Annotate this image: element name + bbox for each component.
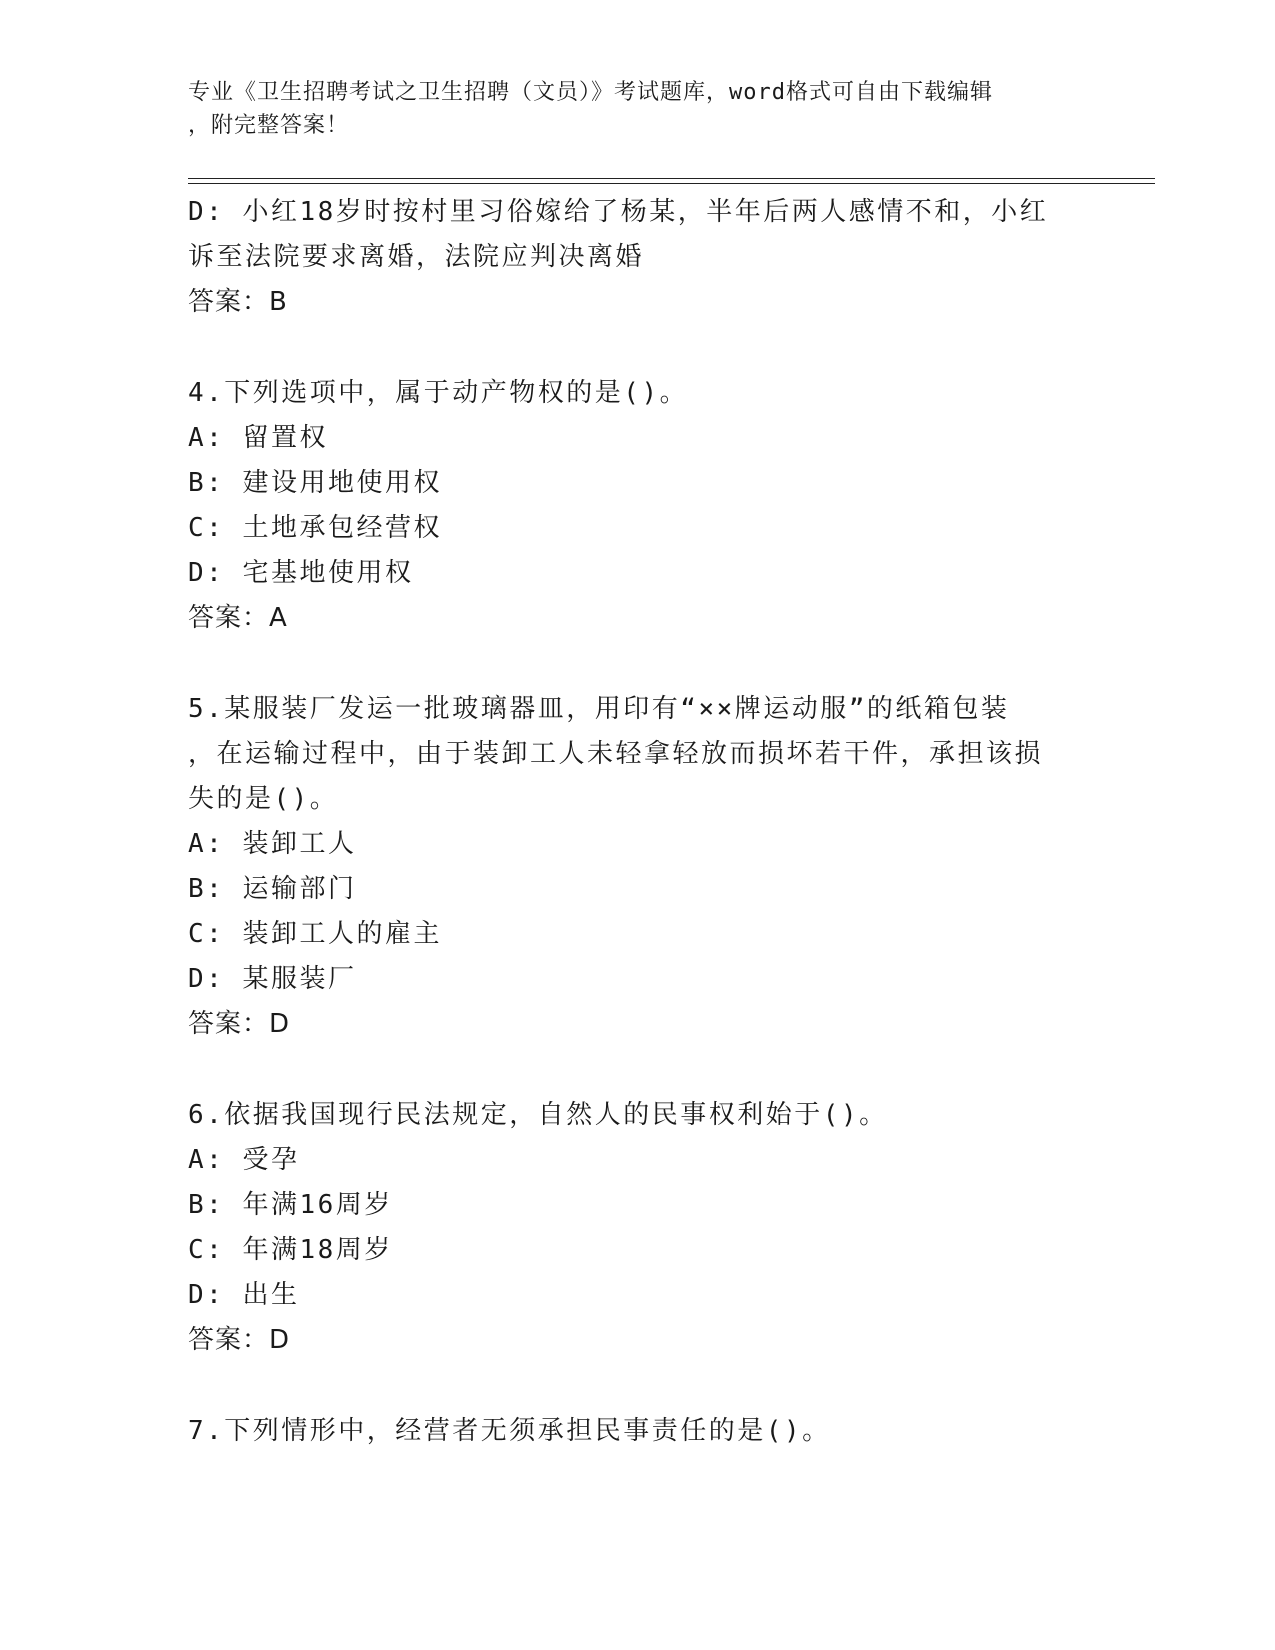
option-d: D: 某服装厂 [188,964,357,994]
option-d: D: 出生 [188,1280,300,1310]
option-c: C: 装卸工人的雇主 [188,919,442,949]
question-text-continued: 失的是()。 [188,784,339,814]
option-a: A: 受孕 [188,1145,300,1175]
question-5 [188,687,1068,1047]
spacer [188,1047,1068,1093]
option-c: C: 年满18周岁 [188,1235,393,1265]
header-divider-bottom [188,183,1155,184]
option-a: A: 留置权 [188,423,328,453]
option-d-continued: 诉至法院要求离婚，法院应判决离婚 [188,242,645,272]
option-d: D: 小红18岁时按村里习俗嫁给了杨某，半年后两人感情不和，小红 [188,197,1049,227]
option-b: B: 建设用地使用权 [188,468,442,498]
option-a: A: 装卸工人 [188,829,357,859]
question-text: 5.某服装厂发运一批玻璃器皿，用印有“××牌运动服”的纸箱包装 [188,694,1010,724]
spacer [188,325,1068,371]
answer-line: 答案：B [188,287,288,317]
answer-line: 答案：A [188,603,288,633]
document-body [188,190,1068,1454]
question-text-continued: ，在运输过程中，由于装卸工人未轻拿轻放而损坏若干件，承担该损 [188,739,1044,769]
answer-line: 答案：D [188,1009,291,1039]
answer-line: 答案：D [188,1325,291,1355]
question-7 [188,1409,1068,1454]
question-text: 6.依据我国现行民法规定，自然人的民事权利始于()。 [188,1100,888,1130]
header-line-1: 专业《卫生招聘考试之卫生招聘（文员）》考试题库，word格式可自由下载编辑 [188,80,993,105]
option-b: B: 运输部门 [188,874,357,904]
header-divider-top [188,178,1155,179]
question-3-continuation [188,190,1068,325]
spacer [188,1363,1068,1409]
option-b: B: 年满16周岁 [188,1190,393,1220]
question-text: 4.下列选项中，属于动产物权的是()。 [188,378,689,408]
question-text: 7.下列情形中，经营者无须承担民事责任的是()。 [188,1416,831,1446]
question-4 [188,371,1068,641]
question-6 [188,1093,1068,1363]
option-c: C: 土地承包经营权 [188,513,442,543]
spacer [188,641,1068,687]
header-line-2: ，附完整答案！ [188,113,350,138]
option-d: D: 宅基地使用权 [188,558,414,588]
document-header [188,76,1068,142]
